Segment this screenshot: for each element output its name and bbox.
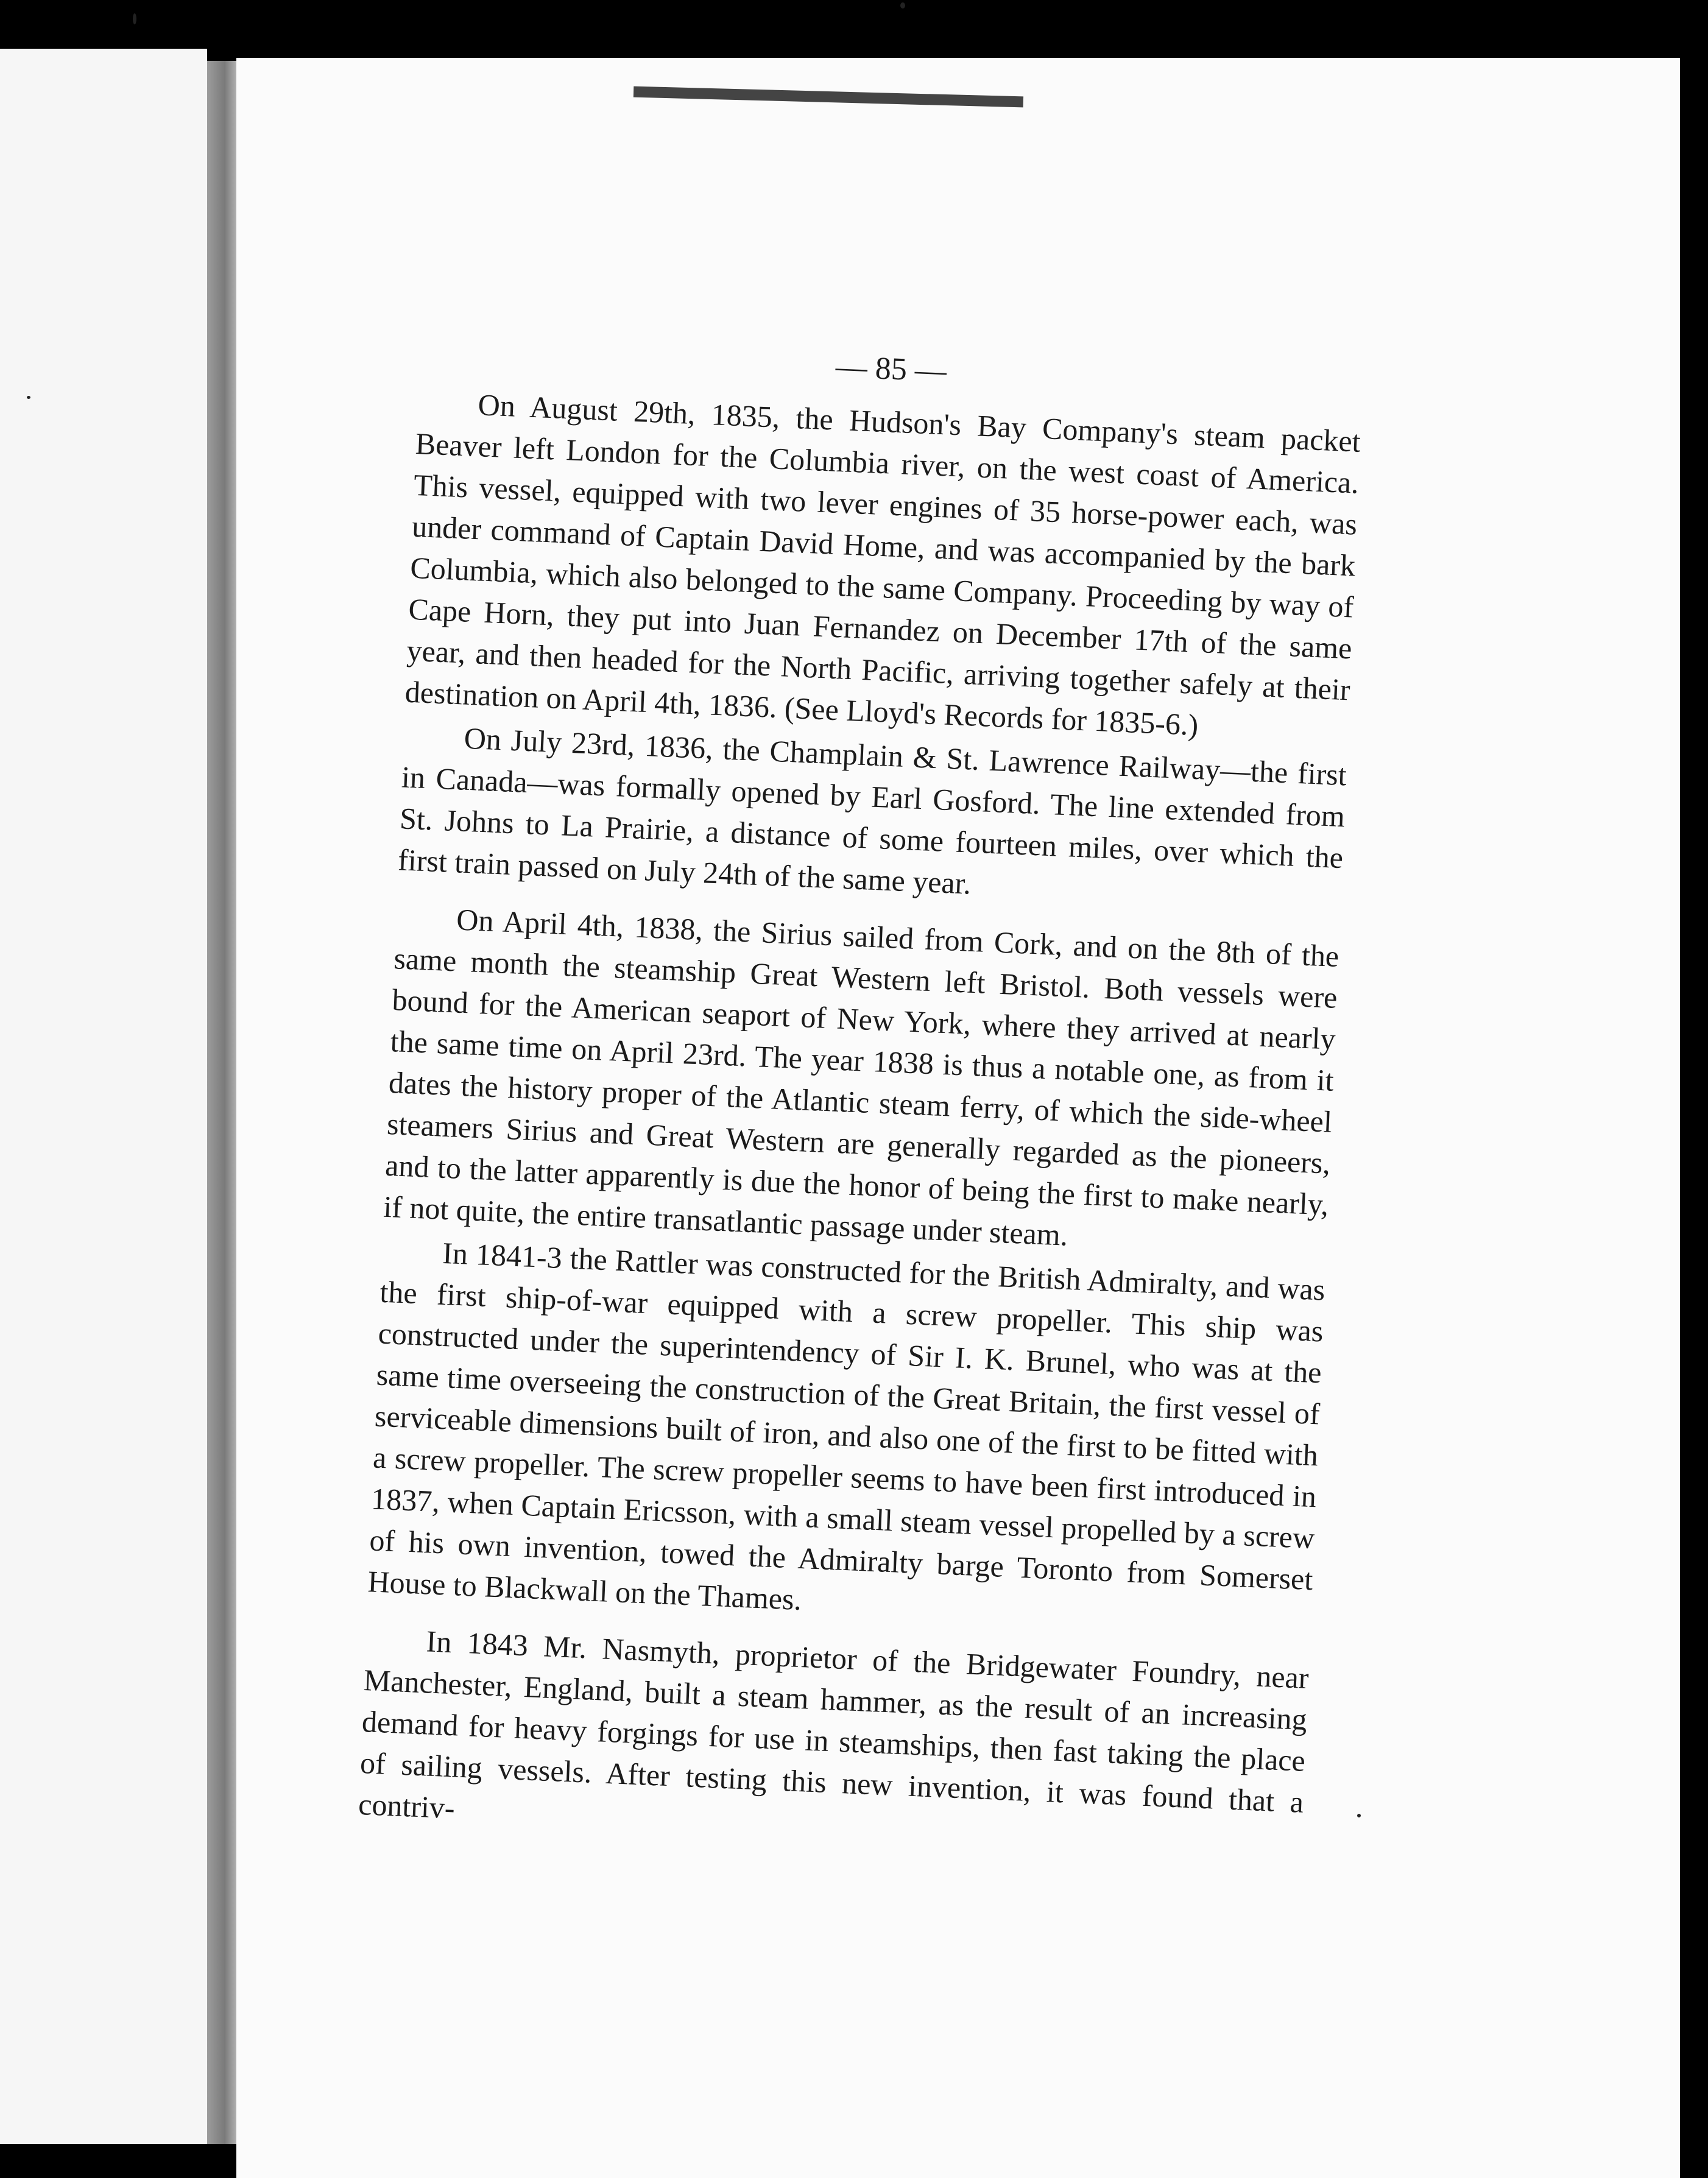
page-number: — 85 — bbox=[835, 349, 948, 389]
scan-speck bbox=[133, 13, 136, 24]
paragraph-sirius: On April 4th, 1838, the Sirius sailed from Cork, and on the 8th of the same month the steamship Great Western left Bristol. Both vessels were bound for the American seaport of New York, where they arrived at nearly the same time on April 23rd. The year 1838 is thus a notable one, as from it dates the history proper of the Atlantic steam ferry, of which the side-wheel steamers Sirius and Great Western are generally regarded as the pioneers, and to the latter apparently is due the honor of being the first to make nearly, if not quite, the entire transatlantic passage under steam. bbox=[383, 902, 1340, 1252]
paragraph-rattler: In 1841-3 the Rattler was constructed for the British Admiralty, and was the first ship-of-war equipped with a screw propeller. This ship was constructed under the superintendency of Sir I. K. Brunel, who was at the same time overseeing the construction of the Great Britain, the first vessel of serviceable dimensions built of iron, and also one of the first to be fitted with a screw propeller. The screw propeller seems to have been first introduced in 1837, when Captain Ericsson, with a small steam vessel propelled by a screw of his own invention, towed the Admiralty barge Toronto from Somerset House to Blackwall on the Thames. bbox=[367, 1235, 1326, 1617]
scan-speck bbox=[27, 396, 30, 399]
scan-speck bbox=[1357, 1814, 1361, 1817]
scan-speck bbox=[900, 2, 905, 9]
paragraph-nasmyth: In 1843 Mr. Nasmyth, proprietor of the Bridgewater Foundry, near Manchester, England, built a steam hammer, as the result of an increasing demand for heavy forgings for use in steamships, then fast taking the place of sailing vessels. After testing this new invention, it was found that a contriv- bbox=[358, 1624, 1310, 1825]
page-text bbox=[358, 329, 1364, 1867]
facing-page bbox=[0, 49, 207, 2144]
book-binding bbox=[207, 61, 236, 2144]
paragraph-railway: On July 23rd, 1836, the Champlain & St. Lawrence Railway—the first in Canada—was formally opened by Earl Gosford. The line extended from St. Johns to La Prairie, a distance of some fourteen miles, over which the first train passed on July 24th of the same year. bbox=[397, 721, 1347, 901]
paragraph-beaver: On August 29th, 1835, the Hudson's Bay Company's steam packet Beaver left London for the Columbia river, on the west coast of America. This vessel, equipped with two lever engines of 35 horse-power each, was under command of Captain David Home, and was accompanied by the bark Columbia, which also belonged to the same Company. Proceeding by way of Cape Horn, they put into Juan Fernandez on December 17th of the same year, and then headed for the North Pacific, arriving together safely at their destination on April 4th, 1836. (See Lloyd's Records for 1835-6.) bbox=[404, 387, 1361, 742]
